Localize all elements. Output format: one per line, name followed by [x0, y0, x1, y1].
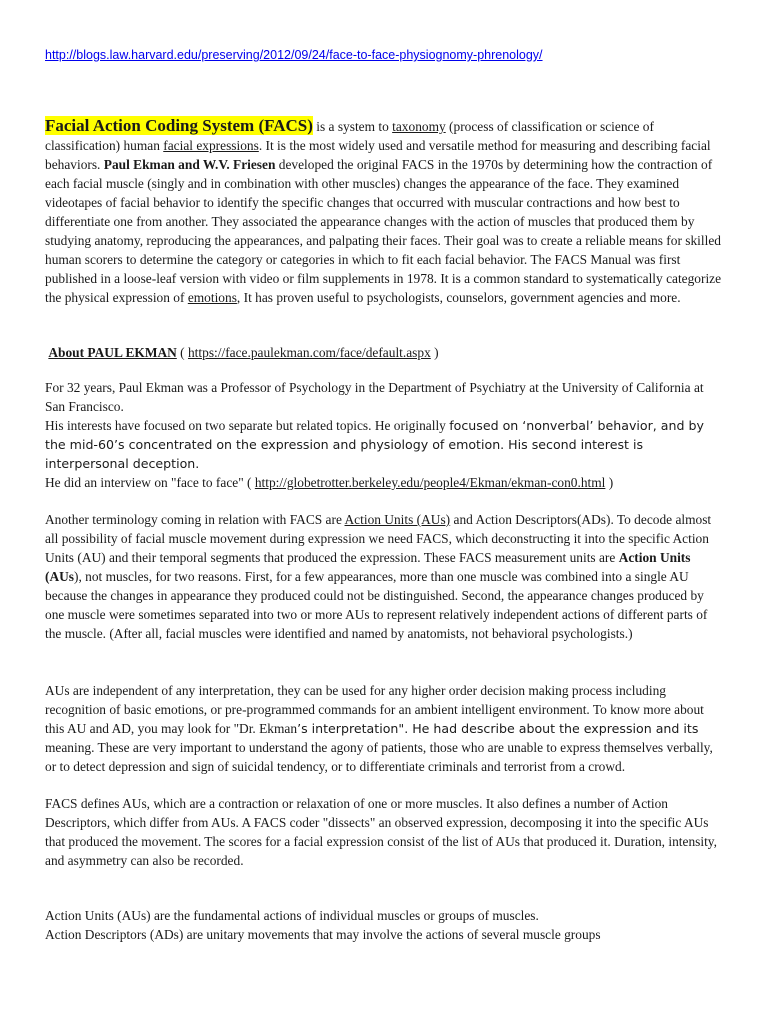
ekman-bio-paragraph [45, 378, 725, 492]
ads-definition: Action Descriptors (ADs) are unitary movements that may involve the actions of several muscle groups [45, 927, 601, 942]
aus-interpretation-paragraph [45, 681, 725, 776]
text: FACS defines AUs, which are a contraction or relaxation of one or more muscles. It also defines a number of Action Descriptors, which differ from AUs. A FACS coder "dissects" an observed expression, decomposing it into the specific AUs that produced the movement. The scores for a facial expression consist of the list of AUs that produced it. Duration, intensity, and asymmetry can also be recorded. [45, 796, 717, 868]
facs-defines-paragraph [45, 794, 725, 870]
source-link-paragraph [45, 46, 725, 65]
text-sans: ’s interpretation". He had describe about the expression and its [297, 721, 699, 736]
text: developed the original FACS in the 1970s by determining how the contraction of each facial muscle (singly and in combination with other muscles) changes the appearance of the face. They examined videotapes of facial behavior to identify the specific changes that occurred with muscular contractions and how best to differentiate one from another. They associated the appearance changes with the action of muscles that produced them by studying anatomy, reproducing the appearances, and palpating their faces. Their goal was to create a reliable means for skilled human scorers to determine the category or categories in which to fit each facial behavior. The FACS Manual was first published in a loose-leaf version with video or film supplements in 1978. It is a common standard to systematically categorize the physical expression of [45, 157, 722, 305]
source-link[interactable]: http://blogs.law.harvard.edu/preserving/2012/09/24/face-to-face-physiognomy-phrenology/ [45, 48, 543, 62]
facs-intro-paragraph [45, 116, 725, 307]
action-units-paragraph [45, 510, 725, 643]
interview-text: He did an interview on "face to face" ( [45, 475, 255, 490]
text: ) [430, 345, 439, 360]
text: . It is the most widely used and versatile method for measuring and describing facial behaviors. [45, 138, 711, 172]
text: Another terminology coming in relation with FACS are [45, 512, 345, 527]
aus-definition: Action Units (AUs) are the fundamental actions of individual muscles or groups of muscles. [45, 908, 539, 923]
action-units-link[interactable]: Action Units (AUs) [344, 512, 451, 527]
definitions-paragraph [45, 906, 725, 944]
text: ) [605, 475, 614, 490]
facial-expressions-link[interactable]: facial expressions [163, 138, 259, 153]
action-units-bold: Action Units (AUs [45, 550, 691, 584]
bio-line-sans: focused on ‘nonverbal’ behavior, and by the mid-60’s concentrated on the expression and physiology of emotion. His second interest is interpersonal deception. [45, 418, 704, 471]
facs-title-highlight: Facial Action Coding System (FACS) [45, 116, 313, 135]
text: (process of classification or science of classification) human [45, 119, 654, 153]
interview-link[interactable]: http://globetrotter.berkeley.edu/people4/Ekman/ekman-con0.html [254, 475, 606, 490]
taxonomy-link[interactable]: taxonomy [392, 119, 446, 134]
authors-bold: Paul Ekman and W.V. Friesen [103, 157, 276, 172]
bio-line: For 32 years, Paul Ekman was a Professor of Psychology in the Department of Psychiatry at the University of California at San Francisco. [45, 380, 704, 414]
text: ), not muscles, for two reasons. First, for a few appearances, more than one muscle was combined into a single AU because the changes in appearance they produced could not be distinguished. Second, the appearance changes produced by one muscle were sometimes separated into two or more AUs to represent relatively independent actions of different parts of the muscle. (After all, facial muscles were identified and named by anatomists, not behavioral psychologists.) [45, 569, 708, 641]
text: AUs are independent of any interpretation, they can be used for any higher order decision making process including recognition of basic emotions, or pre-programmed commands for an ambient intelligent environment. To know more about this AU and AD, you may look for "Dr. Ekman [45, 683, 704, 736]
text: meaning. These are very important to understand the agony of patients, those who are unable to express themselves verbally, or to detect depression and sign of suicidal tendency, or to differentiate criminals and terrorist from a crowd. [45, 740, 713, 774]
about-ekman-paragraph [45, 343, 725, 362]
emotions-link[interactable]: emotions [187, 290, 237, 305]
text: ( [176, 345, 188, 360]
bio-line: His interests have focused on two separate but related topics. He originally [45, 418, 450, 433]
text: and Action Descriptors(ADs). To decode almost all possibility of facial muscle movement during expression we need FACS, which deconstructing it into the specific Action Units (AU) and their temporal segments that produced the expression. These FACS measurement units are [45, 512, 712, 565]
ekman-website-link[interactable]: https://face.paulekman.com/face/default.aspx [187, 345, 431, 360]
text: , It has proven useful to psychologists, counselors, government agencies and more. [236, 290, 681, 305]
about-ekman-heading: About PAUL EKMAN [48, 345, 177, 360]
text: is a system to [312, 119, 393, 134]
